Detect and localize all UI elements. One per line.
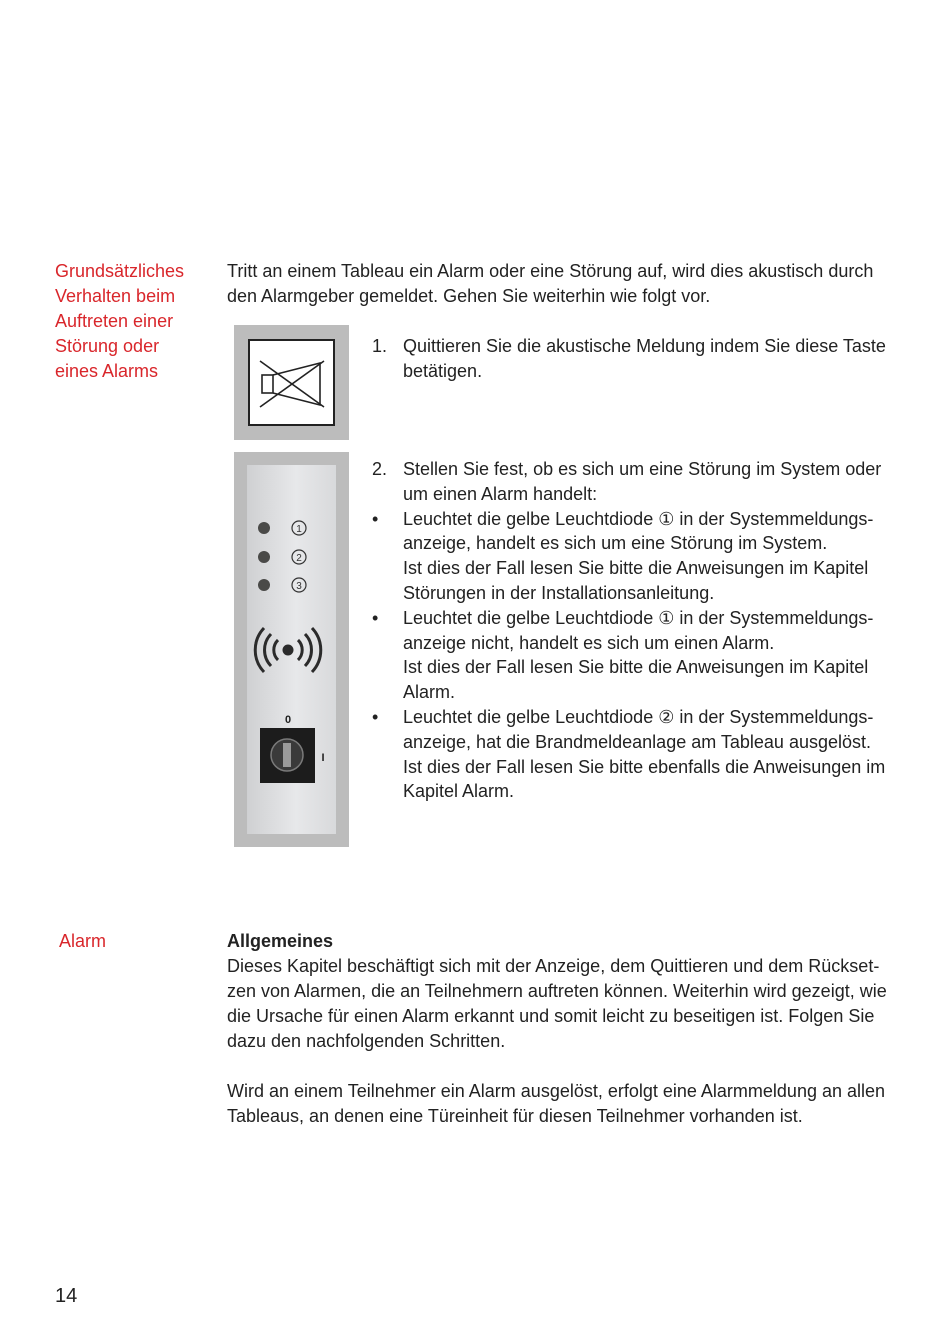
- bullet-marker: •: [372, 607, 379, 628]
- led-label-3: 3: [296, 581, 302, 592]
- alarm-paragraph-1: Dieses Kapitel beschäftigt sich mit der Anzeige, dem Quittieren und dem Rückset-zen von Alarmen, die an Teilnehmern auftreten können. Weiterhin wird gezeigt, wie die Ursache für einen Alarm erkannt und somit leicht zu beseitigen ist. Folgen Sie dazu den nachfolgenden Schritten.: [227, 956, 887, 1051]
- alarm-heading: Allgemeines: [227, 931, 334, 951]
- step-2-text: Stellen Sie fest, ob es sich um eine Störung im System oder um einen Alarm handelt:: [403, 459, 882, 504]
- section-title-basic-behavior: Grundsätzliches Verhalten beim Auftreten einer Störung oder eines Alarms: [55, 261, 185, 381]
- bullet-2-main: Leuchtet die gelbe Leuchtdiode ① in der Systemmeldungs-anzeige nicht, handelt es sich um einen Alarm.: [403, 607, 874, 653]
- bullet-marker: •: [372, 706, 379, 727]
- control-panel-figure: [234, 452, 349, 847]
- alarm-paragraph-2: Wird an einem Teilnehmer ein Alarm ausgelöst, erfolgt eine Alarmmeldung an allen Tableaus, an denen eine Türeinheit für diesen Teilnehmer vorhanden ist.: [227, 1081, 886, 1126]
- intro-paragraph: [227, 259, 897, 309]
- bullet-marker: •: [372, 508, 379, 529]
- step-1: [372, 334, 892, 384]
- step-1-number: 1.: [372, 336, 388, 356]
- alarm-signal-icon: [255, 628, 321, 672]
- key-label-on: I: [321, 752, 325, 764]
- list-item: [372, 705, 892, 804]
- bullet-1-main: Leuchtet die gelbe Leuchtdiode ① in der Systemmeldungs-anzeige, handelt es sich um eine Störung im System.: [403, 508, 874, 554]
- led-label-1: 1: [296, 524, 302, 535]
- section-title-alarm: Alarm: [59, 931, 107, 951]
- list-item: [372, 606, 892, 705]
- led-label-2: 2: [296, 553, 302, 564]
- bullet-3-main: Leuchtet die gelbe Leuchtdiode ② in der Systemmeldungs-anzeige, hat die Brandmeldeanlage am Tableau ausgelöst.: [403, 706, 874, 752]
- bullet-2-extra: Ist dies der Fall lesen Sie bitte die Anweisungen im Kapitel Alarm.: [403, 657, 869, 703]
- intro-text: Tritt an einem Tableau ein Alarm oder eine Störung auf, wird dies akustisch durch den Alarmgeber gemeldet. Gehen Sie weiterhin wie folgt vor.: [227, 261, 874, 306]
- key-switch-icon: [260, 728, 315, 783]
- alarm-section: [227, 929, 897, 1129]
- led-indicator-icon: [258, 522, 270, 591]
- step-2: [372, 457, 892, 804]
- step-2-number: 2.: [372, 459, 388, 479]
- speaker-muted-icon: [248, 339, 335, 426]
- panel-plate: [247, 465, 336, 834]
- step-1-text: Quittieren Sie die akustische Meldung indem Sie diese Taste betätigen.: [403, 336, 886, 381]
- bullet-3-extra: Ist dies der Fall lesen Sie bitte ebenfalls die Anweisungen im Kapitel Alarm.: [403, 756, 886, 802]
- key-label-off: 0: [284, 714, 292, 726]
- bullet-1-extra: Ist dies der Fall lesen Sie bitte die Anweisungen im Kapitel Störungen in der Installationsanleitung.: [403, 558, 869, 603]
- list-item: [372, 507, 892, 606]
- mute-button-figure: [234, 325, 349, 440]
- page-number: 14: [55, 1285, 78, 1307]
